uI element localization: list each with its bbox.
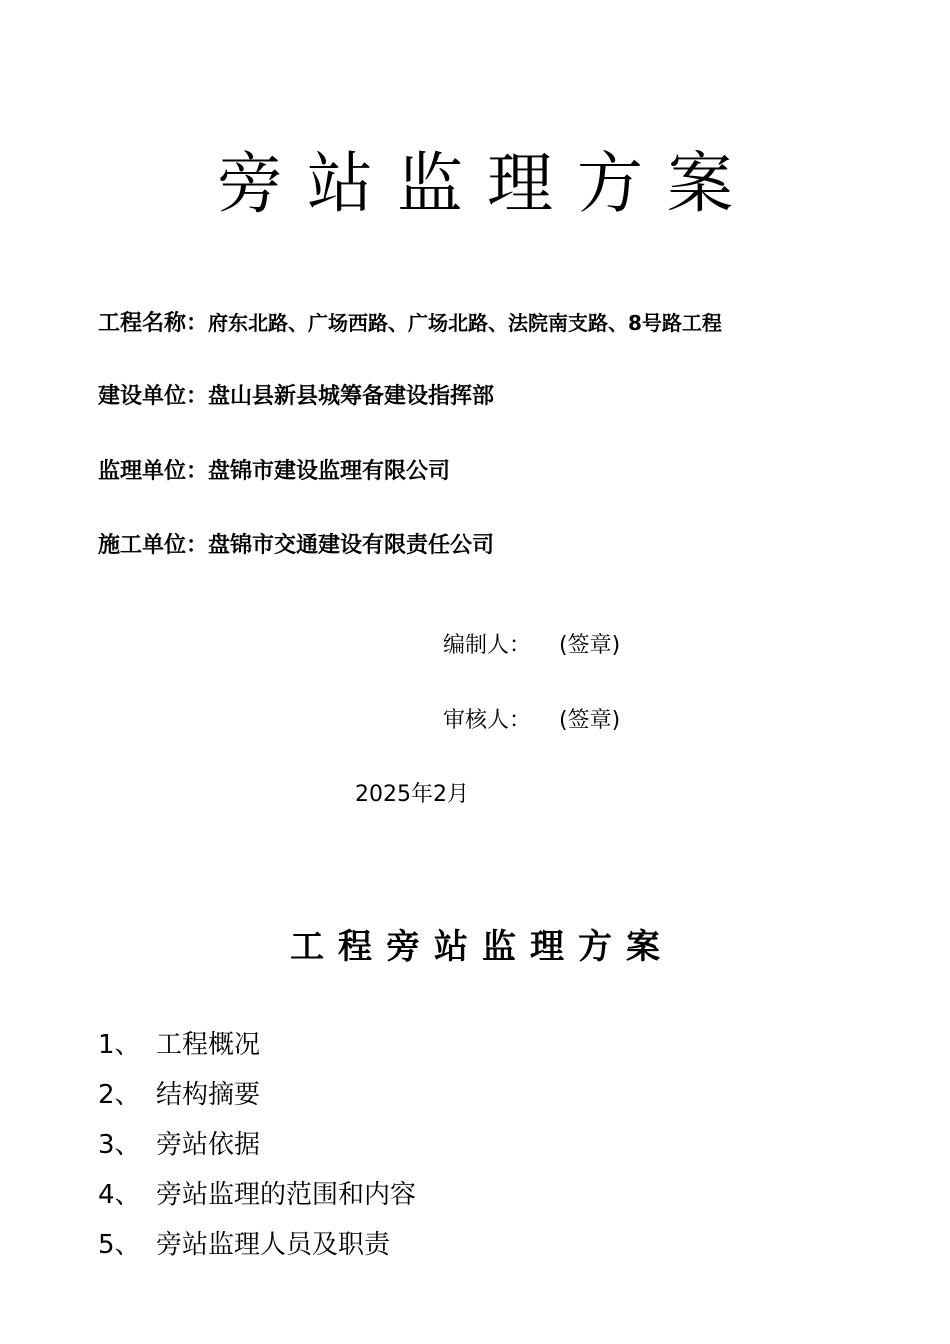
toc-item	[98, 1222, 416, 1272]
toc-item	[98, 1022, 416, 1072]
supervision-unit-label: 监理单位：	[98, 459, 209, 484]
toc-item-number: 2、	[98, 1080, 141, 1110]
reviewer-stamp: (签章)	[559, 708, 621, 733]
section-title: 工程旁站监理方案	[290, 927, 674, 967]
toc-item-number: 5、	[98, 1230, 141, 1260]
project-name-value: 府东北路、广场西路、广场北路、法院南支路、8号路工程	[208, 311, 722, 335]
table-of-contents	[98, 1022, 416, 1272]
toc-item-number: 1、	[98, 1030, 141, 1060]
toc-item	[98, 1072, 416, 1122]
toc-item-text: 旁站监理人员及职责	[156, 1230, 391, 1260]
toc-item	[98, 1122, 416, 1172]
compiler-label: 编制人：	[443, 633, 532, 658]
owner-unit-value: 盘山县新县城筹备建设指挥部	[208, 384, 495, 409]
owner-unit-line	[98, 382, 494, 412]
document-title: 旁站监理方案	[217, 145, 757, 222]
compiler-stamp: (签章)	[559, 633, 621, 658]
supervision-unit-value: 盘锦市建设监理有限公司	[208, 459, 451, 484]
construction-unit-value: 盘锦市交通建设有限责任公司	[208, 533, 495, 558]
owner-unit-label: 建设单位：	[98, 384, 209, 409]
project-name-line	[98, 308, 722, 339]
toc-item-text: 旁站依据	[156, 1130, 261, 1160]
project-name-label: 工程名称：	[98, 311, 209, 336]
toc-item-text: 结构摘要	[156, 1080, 261, 1110]
reviewer-signature-line	[443, 706, 620, 736]
supervision-unit-line	[98, 457, 450, 487]
compiler-signature-line	[443, 631, 620, 661]
toc-item-number: 3、	[98, 1130, 141, 1160]
reviewer-label: 审核人：	[443, 708, 532, 733]
construction-unit-label: 施工单位：	[98, 533, 209, 558]
document-date: 2025年2月	[355, 782, 469, 807]
toc-item-text: 工程概况	[156, 1030, 261, 1060]
toc-item-text: 旁站监理的范围和内容	[156, 1180, 417, 1210]
toc-item	[98, 1172, 416, 1222]
construction-unit-line	[98, 531, 494, 561]
toc-item-number: 4、	[98, 1180, 141, 1210]
